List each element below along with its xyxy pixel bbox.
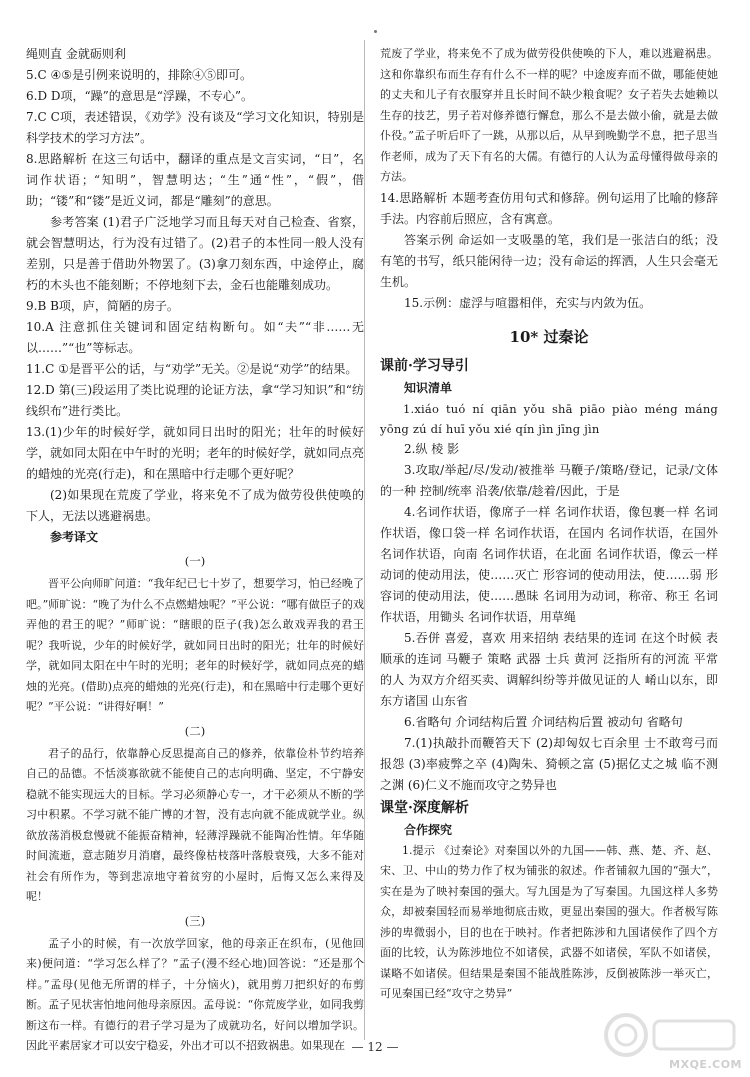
answer-13-2: (2)如果现在荒废了学业，将来免不了成为做劳役供使唤的下人，无法以逃避祸患。	[26, 488, 364, 523]
left-column	[26, 44, 364, 1057]
translation-heading: 参考译文	[50, 530, 99, 544]
answer-11: 11.C ①是晋平公的话，与“劝学”无关。②是说“劝学”的结果。	[26, 362, 358, 376]
pinyin-answers: 1.xiáo tuó ní qiān yǒu shā piāo piào méng máng yōng zú dí huī yǒu xié qín jìn jīng jìn	[380, 401, 718, 436]
answer-8-reference: 参考答案 (1)君子广泛地学习而且每天对自己检查、省察，就会智慧明达，行为没有过错了。(2)君子的本性同一般人没有差别，只是善于借助外物罢了。(3)拿刀刻东西，中途停止，腐朽的木头也不能刻断；不停地刻下去，金石也能雕刻成功。	[26, 215, 364, 292]
translation-2: 君子的品行，依靠静心反思提高自己的修养，依靠俭朴节约培养自己的品德。不恬淡寡欲就不能使自己的志向明确、坚定，不宁静安稳就不能实现远大的目标。学习必须静心专一，才干必须从不断的学习中积累。不学习就不能广博的才智，没有志向就不能成就学业。纵欲放荡消极怠慢就不能振奋精神，轻薄浮躁就不能陶冶性情。年华随时间流逝，意志随岁月消磨，最终像枯枝落叶落般衰残，大多不能对社会有所作为，等到悲凉地守着贫穷的小屋时，后悔又怎么来得及呢！	[26, 746, 364, 903]
translation-3: 孟子小的时候，有一次放学回家，他的母亲正在织布，(见他回来)便问道：“学习怎么样了？”孟子(漫不经心地)回答说：“还是那个样。”孟母(见他无所谓的样子，十分恼火)，就用剪刀把织好的布剪断。孟子见状害怕地问他母亲原因。孟母说：“你荒废学业，如同我剪断这布一样。有德行的君子学习是为了成就功名，好问以增加学识。因此平素居家才可以安宁稳妥，外出才可以不招致祸患。如果现在	[26, 936, 364, 1052]
section-label-3: (三)	[184, 913, 206, 928]
item-6: 6.省略句 介词结构后置 介词结构后置 被动句 省略句	[404, 714, 683, 729]
watermark-text: MXQE.COM	[669, 1058, 742, 1071]
page-number: — 12 —	[351, 1040, 399, 1054]
answer-8: 8.思路解析 在这三句话中，翻译的重点是文言实词，“日”，名词作状语；“知明”，智慧明达；“生”通“性”，“假”，借助；“镂”和“镂”是近义词，都是“雕刻”的意思。	[26, 152, 364, 208]
column-divider	[364, 40, 365, 1040]
item-3: 3.攻取/举起/尽/发动/被推举 马鞭子/策略/登记，记录/文体的一种 控制/统率 沿袭/依靠/趁着/因此，于是	[380, 462, 718, 498]
translation-3-cont: 荒废了学业，将来免不了成为做劳役供使唤的下人，难以逃避祸患。这和你靠织布而生存有什么不一样的呢？中途废弃而不做，哪能使她的丈夫和儿子有衣服穿并且长时间不缺少粮食呢？女子若失去她赖以生存的技艺，男子若对修养德行懈怠，那么不是去做小偷，就是去做仆役。”孟子听后吓了一跳，从那以后，从早到晚勤学不息，把子思当作老师，成为了天下有名的大儒。有德行的人认为孟母懂得做母亲的方法。	[380, 47, 718, 183]
band-preview: 课前·学习导引	[380, 357, 469, 374]
answer-7: 7.C C项，表述错误，《劝学》没有谈及“学习文化知识，特别是科学技术的学习方法”。	[26, 110, 364, 145]
answer-6: 6.D D项，“躁”的意思是“浮躁，不专心”。	[26, 89, 254, 103]
item-5: 5.吞併 喜爱，喜欢 用来招纳 表结果的连词 在这个时候 表顺承的连词 马鞭子 策略 武器 士兵 黄河 泛指所有的河流 平常的人 为双方介绍买卖、调解纠纷等并做见证的人 崤山以东，即东方诸国 山东省	[380, 630, 718, 708]
band-classroom: 课堂·深度解析	[380, 799, 469, 816]
answer-14-example: 答案示例 命运如一支吸墨的笔，我们是一张洁白的纸；没有笔的书写，纸只能闲待一边；没有命运的挥洒，人生只会毫无生机。	[380, 232, 718, 289]
section-label-2: (二)	[184, 723, 206, 738]
knowledge-list-heading: 知识清单	[404, 380, 453, 395]
answer-15: 15.示例：虚浮与喧嚣相伴，充实与内敛为伍。	[404, 295, 652, 310]
answer-line: 绳则直 金就砺则利	[26, 47, 126, 61]
item-4: 4.名词作状语，像席子一样 名词作状语，像包裹一样 名词作状语，像口袋一样 名词作状语，在国内 名词作状语，在国外 名词作状语，向南 名词作状语，在北面 名词作状语，像云一样 动词的使动用法，使……灭亡 形容词的使动用法，使……弱 形容词的使动用法，使……愚昧 名词用为动词，称帝、称王 名词作状语，用锄头 名词作状语，用草绳	[380, 504, 718, 624]
section-label-1: (一)	[184, 554, 206, 568]
answer-12: 12.D 第(三)段运用了类比说理的论证方法，拿“学习知识”和“纺线织布”进行类比。	[26, 383, 364, 418]
answer-9: 9.B B项，庐，简陋的房子。	[26, 299, 179, 313]
answer-13-1: 13.(1)少年的时候好学，就如同日出时的阳光；壮年的时候好学，就如同太阳在中午时的光明；老年的时候好学，就如同点亮的蜡烛的光亮(行走)，和在黑暗中行走哪个更好呢？	[26, 425, 364, 481]
top-dot	[374, 30, 377, 33]
answer-5: 5.C ④⑤是引例来说明的，排除④⑤即可。	[26, 68, 252, 82]
cooperative-inquiry-heading: 合作探究	[404, 822, 453, 837]
item-2: 2.纵 棱 影	[404, 441, 460, 456]
translation-1: 晋平公向师旷问道：“我年纪已七十岁了，想要学习，怕已经晚了吧。”师旷说：“晚了为什么不点燃蜡烛呢？”平公说：“哪有做臣子的戏弄他的君王的呢？”师旷说：“瞎眼的臣子(我)怎么敢戏弄我的君王呢？我听说，少年的时候好学，就如同日出时的阳光；壮年的时候好学，就如同太阳在中午时的光明；老年的时候好学，就如同点亮的蜡烛的光亮。(借助)点亮的蜡烛的光亮(行走)，和在黑暗中行走哪个更好呢？”平公说：“讲得好啊！”	[26, 577, 364, 713]
answer-10: 10.A 注意抓住关键词和固定结构断句。如“夫”“非……无以……”“也”等标志。	[26, 320, 364, 355]
inquiry-answer-1: 1.提示 《过秦论》对秦国以外的九国——韩、燕、楚、齐、赵、宋、卫、中山的势力作了权为铺张的叙述。作者铺叙九国的“强大”，实在是为了映衬秦国的强大。写九国是为了写秦国。九国这样人多势众，却被秦国轻而易举地彻底击败，更显出秦国的强大。作者极写陈涉的卑微弱小，目的也在于映衬。作者把陈涉和九国诸侯作了四个方面的比较，认为陈涉地位不如诸侯，武器不如诸侯，军队不如诸侯，谋略不如诸侯。但结果是秦国不能战胜陈涉，反倒被陈涉一举灭亡，可见秦国已经“攻守之势异”	[380, 843, 718, 1000]
right-column	[380, 44, 718, 1005]
item-7: 7.(1)执敲扑而鞭笞天下 (2)却匈奴七百余里 士不敢弯弓而报怨 (3)率疲弊之卒 (4)陶朱、猗顿之富 (5)据亿丈之城 临不测之渊 (6)仁义不施而攻守之势异也	[380, 735, 718, 792]
lesson-title: 10* 过秦论	[509, 327, 589, 346]
answer-14: 14.思路解析 本题考查仿用句式和修辞。例句运用了比喻的修辞手法。内容前后照应，含有寓意。	[380, 190, 718, 226]
